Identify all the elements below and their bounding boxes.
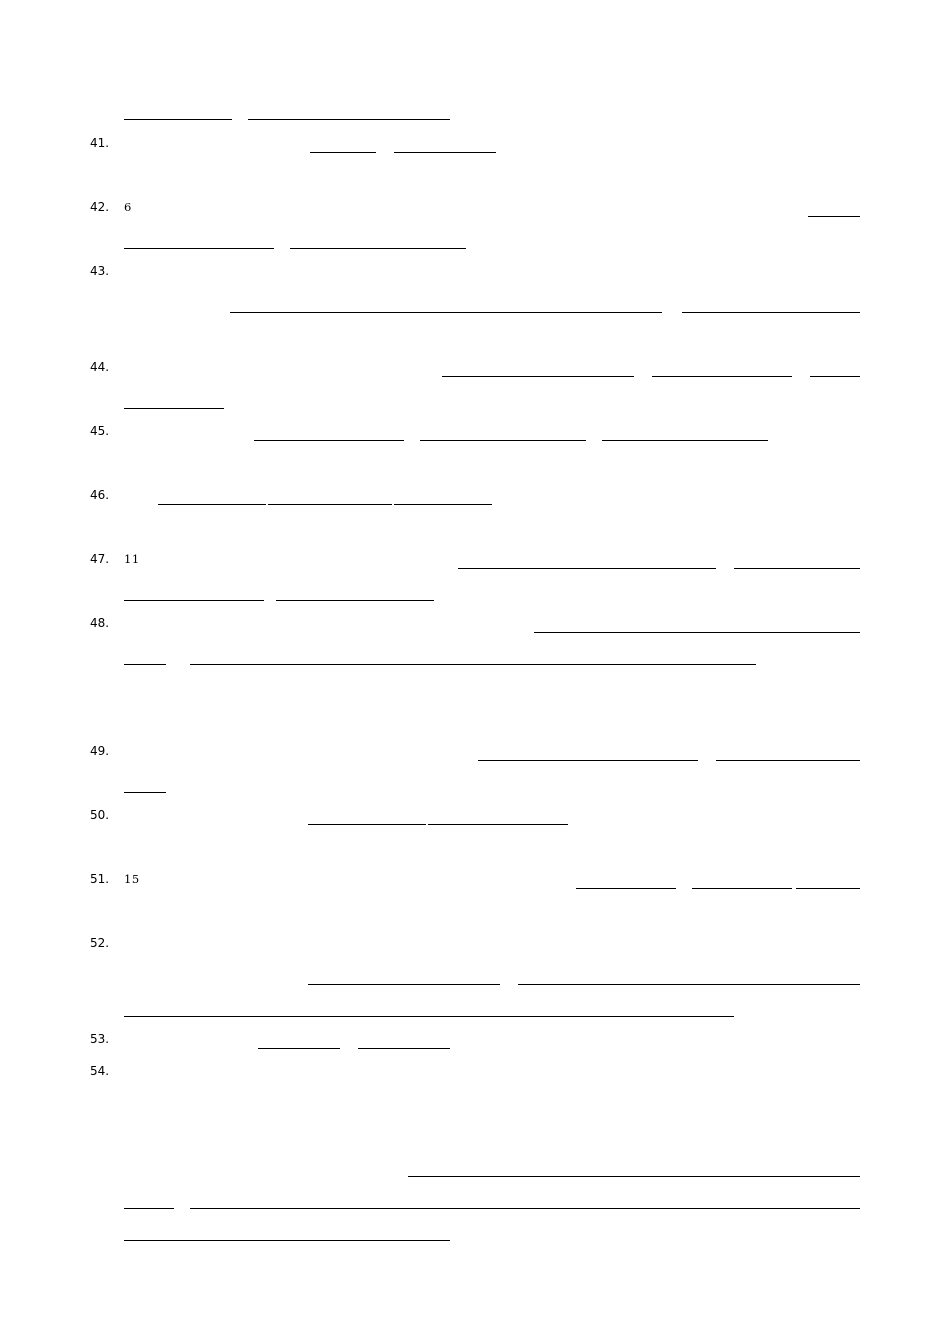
answer-blank (190, 1190, 860, 1209)
answer-blank (124, 998, 734, 1017)
answer-blank (124, 390, 224, 409)
question-number: 52. (90, 936, 110, 950)
answer-blank (124, 1190, 174, 1209)
answer-blank (408, 1158, 860, 1177)
answer-blank (810, 358, 860, 377)
answer-blank (428, 806, 568, 825)
answer-blank (158, 486, 266, 505)
question-number: 51. (90, 872, 110, 886)
answer-blank (310, 134, 376, 153)
answer-blank (692, 870, 792, 889)
prefix-number: 15 (124, 872, 140, 886)
question-number: 46. (90, 488, 110, 502)
prefix-number: 11 (124, 552, 140, 566)
question-number: 53. (90, 1032, 110, 1046)
prefix-number: 6 (124, 200, 132, 214)
answer-blank (534, 614, 860, 633)
answer-blank (602, 422, 768, 441)
answer-blank (576, 870, 676, 889)
answer-blank (716, 742, 860, 761)
answer-blank (248, 101, 450, 120)
answer-blank (652, 358, 792, 377)
question-number: 50. (90, 808, 110, 822)
answer-blank (682, 294, 860, 313)
answer-blank (420, 422, 586, 441)
question-number: 41. (90, 136, 110, 150)
question-number: 47. (90, 552, 110, 566)
question-text (124, 550, 140, 568)
question-number: 44. (90, 360, 110, 374)
answer-blank (268, 486, 392, 505)
answer-blank (308, 966, 500, 985)
answer-blank (276, 582, 434, 601)
question-text (124, 198, 132, 216)
answer-blank (518, 966, 860, 985)
answer-blank (394, 134, 496, 153)
answer-blank (796, 870, 860, 889)
answer-blank (124, 646, 166, 665)
question-number: 42. (90, 200, 110, 214)
answer-blank (734, 550, 860, 569)
question-number: 54. (90, 1064, 110, 1078)
question-number: 48. (90, 616, 110, 630)
answer-blank (358, 1030, 450, 1049)
answer-blank (290, 230, 466, 249)
question-number: 49. (90, 744, 110, 758)
answer-blank (458, 550, 716, 569)
question-number: 45. (90, 424, 110, 438)
question-number: 43. (90, 264, 110, 278)
answer-blank (308, 806, 426, 825)
answer-blank (254, 422, 404, 441)
answer-blank (124, 230, 274, 249)
answer-blank (808, 198, 860, 217)
answer-blank (124, 1222, 450, 1241)
question-text (124, 870, 140, 888)
answer-blank (258, 1030, 340, 1049)
answer-blank (230, 294, 662, 313)
answer-blank (190, 646, 756, 665)
answer-blank (124, 774, 166, 793)
answer-blank (124, 582, 264, 601)
answer-blank (124, 101, 232, 120)
answer-blank (394, 486, 492, 505)
answer-blank (478, 742, 698, 761)
answer-blank (442, 358, 634, 377)
